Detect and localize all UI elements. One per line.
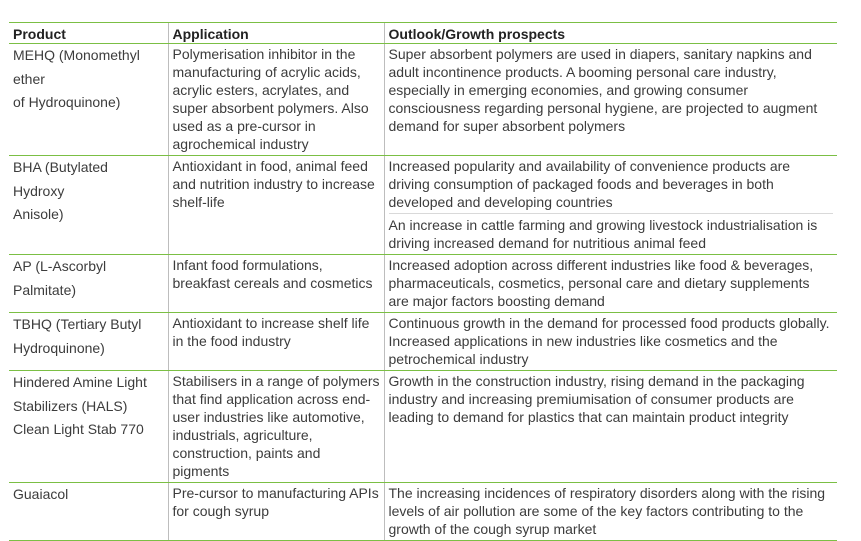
header-outlook: Outlook/Growth prospects (384, 23, 837, 44)
table-row (9, 371, 837, 483)
outlook-paragraph: Super absorbent polymers are used in diapers, sanitary napkins and adult incontinence products. A booming personal care industry, especially in emerging economies, and growing consumer consciousness regarding personal hygiene, are projected to augment demand for super absorbent polymers (388, 46, 818, 134)
product-name-line: Hydroquinone) (13, 339, 105, 356)
header-product: Product (9, 23, 168, 44)
products-table (9, 22, 837, 541)
table-row (9, 44, 837, 156)
outlook-paragraph: The increasing incidences of respiratory disorders along with the rising levels of air pollution are some of the key factors contributing to the growth of the cough syrup market (388, 485, 826, 537)
product-cell (9, 371, 168, 483)
table-body (9, 44, 837, 541)
product-cell (9, 483, 168, 541)
header-row (9, 23, 837, 44)
application-cell: Infant food formulations, breakfast cereals and cosmetics (168, 255, 384, 313)
table-row (9, 483, 837, 541)
product-cell (9, 44, 168, 156)
product-name-line: TBHQ (Tertiary Butyl (13, 316, 142, 332)
product-cell (9, 156, 168, 255)
application-cell: Polymerisation inhibitor in the manufacturing of acrylic acids, acrylic esters, acrylates, and super absorbent polymers. Also used as a pre-cursor in agrochemical industry (168, 44, 384, 156)
product-name-line: AP (L-Ascorbyl (13, 258, 107, 274)
product-cell (9, 255, 168, 313)
outlook-paragraph: Increased popularity and availability of convenience products are driving consumption of packaged foods and beverages in both developed and developing countries (388, 158, 791, 210)
application-cell: Stabilisers in a range of polymers that find application across end-user industries like automotive, industrials, agriculture, construction, paints and pigments (168, 371, 384, 483)
outlook-cell (384, 156, 837, 255)
table-header (9, 23, 837, 44)
outlook-cell (384, 371, 837, 483)
product-name-line: Hydroxy (13, 182, 65, 199)
product-name-line: BHA (Butylated (13, 159, 108, 175)
application-cell: Pre-cursor to manufacturing APIs for cough syrup (168, 483, 384, 541)
outlook-paragraph: Growth in the construction industry, rising demand in the packaging industry and increasing premiumisation of consumer products are leading to demand for plastics that can maintain product integrity (388, 373, 805, 425)
product-name-line: Anisole) (13, 206, 64, 222)
product-name-line: ether (13, 70, 45, 87)
product-name-line: Hindered Amine Light (13, 374, 147, 390)
outlook-paragraph: An increase in cattle farming and growing livestock industrialisation is driving increased demand for nutritious animal feed (389, 213, 834, 252)
product-cell (9, 313, 168, 371)
outlook-cell (384, 255, 837, 313)
product-name-line: Guaiacol (13, 486, 69, 502)
outlook-cell (384, 483, 837, 541)
application-cell: Antioxidant in food, animal feed and nutrition industry to increase shelf-life (168, 156, 384, 255)
outlook-cell (384, 313, 837, 371)
product-name-line: of Hydroquinone) (13, 94, 121, 110)
application-cell: Antioxidant to increase shelf life in the food industry (168, 313, 384, 371)
product-name-line: Palmitate) (13, 281, 77, 298)
outlook-paragraph: Continuous growth in the demand for processed food products globally. Increased applications in new industries like cosmetics and the petrochemical industry (388, 315, 830, 367)
outlook-paragraph: Increased adoption across different industries like food & beverages, pharmaceuticals, cosmetics, personal care and dietary supplements are major factors boosting demand (388, 257, 814, 309)
table-row (9, 313, 837, 371)
product-name-line: Stabilizers (HALS) (13, 397, 128, 414)
table-row (9, 255, 837, 313)
header-application: Application (168, 23, 384, 44)
table-row (9, 156, 837, 255)
product-name-line: Clean Light Stab 770 (13, 421, 144, 437)
outlook-cell (384, 44, 837, 156)
product-name-line: MEHQ (Monomethyl (13, 47, 140, 63)
